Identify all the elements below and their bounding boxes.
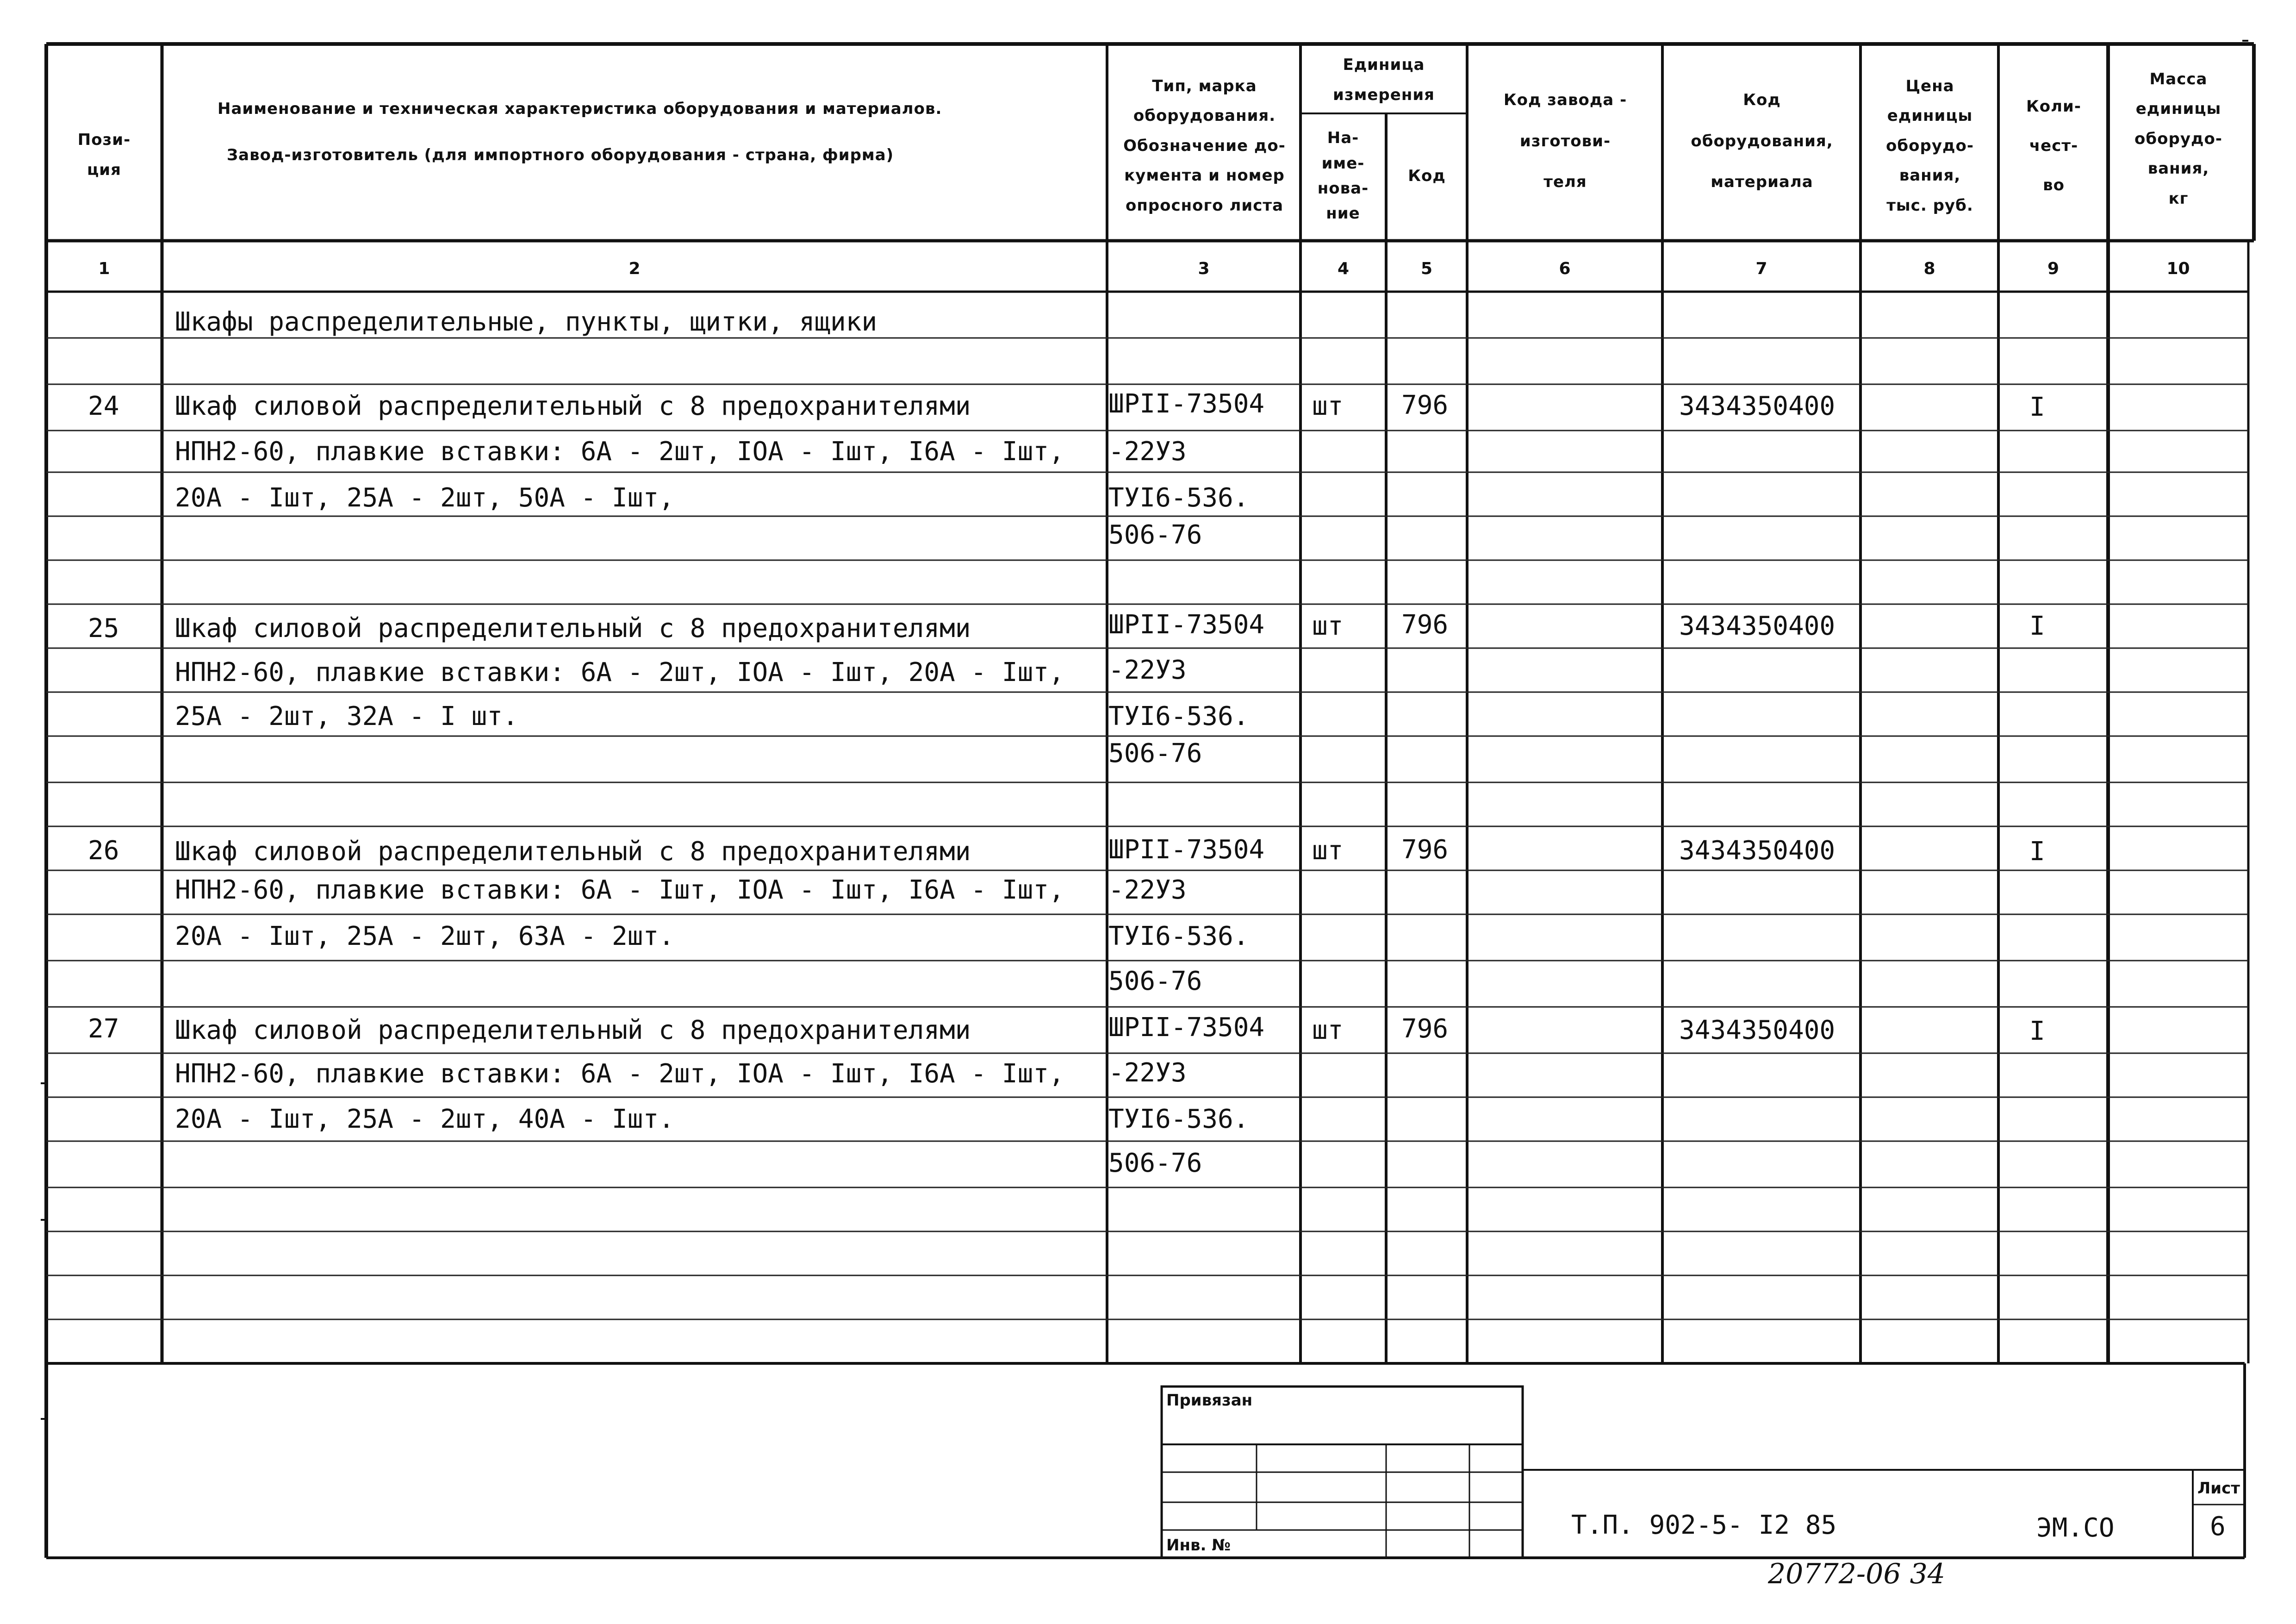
item-type-line: 506-76 bbox=[1108, 738, 1202, 768]
stamp-privyazan-label: Привязан bbox=[1166, 1391, 1253, 1410]
item-description-line: Шкаф силовой распределительный с 8 предохранителями bbox=[175, 613, 971, 643]
item-unit-code: 796 bbox=[1401, 610, 1449, 640]
item-type-line: 506-76 bbox=[1108, 520, 1202, 550]
item-unit-code: 796 bbox=[1401, 835, 1449, 865]
header-position: Пози- ция bbox=[77, 131, 131, 179]
item-description-line: Шкаф силовой распределительный с 8 предохранителями bbox=[175, 837, 971, 867]
item-unit-code: 796 bbox=[1401, 390, 1449, 420]
item-position: 24 bbox=[88, 391, 119, 421]
header-quantity: Коли- чест- во bbox=[2026, 97, 2081, 194]
item-equipment-code: 3434350400 bbox=[1679, 836, 1836, 866]
section-title: Шкафы распределительные, пункты, щитки, ящики bbox=[175, 307, 877, 337]
item-quantity: I bbox=[2029, 1016, 2045, 1046]
item-unit: шт bbox=[1312, 391, 1344, 421]
item-quantity: I bbox=[2029, 837, 2045, 867]
item-type-line: ШРII-73504 bbox=[1108, 389, 1265, 419]
header-equipment-code: Код оборудования, материала bbox=[1691, 91, 1833, 192]
item-type-line: ТУI6-536. bbox=[1108, 921, 1249, 951]
sheet-label: Лист bbox=[2197, 1479, 2240, 1498]
item-type-line: -22УЗ bbox=[1108, 875, 1187, 905]
item-position: 27 bbox=[88, 1014, 119, 1044]
item-type-line: -22УЗ bbox=[1108, 655, 1187, 685]
header-unit-mass: Масса единицы оборудо- вания, кг bbox=[2134, 69, 2222, 208]
item-quantity: I bbox=[2029, 392, 2045, 422]
header-name-line2: Завод-изготовитель (для импортного оборудования - страна, фирма) bbox=[227, 145, 894, 164]
item-type-line: ТУI6-536. bbox=[1108, 1104, 1249, 1134]
item-type-line: ШРII-73504 bbox=[1108, 610, 1265, 640]
header-maker-code: Код завода - изготови- теля bbox=[1503, 91, 1627, 192]
item-type-line: ТУI6-536. bbox=[1108, 701, 1249, 731]
item-description-line: 20А - Iшт, 25А - 2шт, 50А - Iшт, bbox=[175, 483, 674, 513]
header-type-mark: Тип, марка оборудования. Обозначение до- кумента и номер опросного листа bbox=[1123, 76, 1286, 215]
sheet-number: 6 bbox=[2210, 1512, 2226, 1542]
column-number: 1 bbox=[98, 259, 110, 278]
column-number: 9 bbox=[2047, 259, 2060, 278]
item-description-line: 25А - 2шт, 32А - I шт. bbox=[175, 701, 518, 731]
header-unit-group: Единица измерения bbox=[1333, 55, 1435, 104]
item-description-line: 20А - Iшт, 25А - 2шт, 63А - 2шт. bbox=[175, 921, 674, 951]
item-description-line: НПН2-60, плавкие вставки: 6А - 2шт, IОА - Iшт, I6А - Iшт, bbox=[175, 437, 1064, 467]
item-type-line: -22УЗ bbox=[1108, 437, 1187, 467]
header-unit-name: На- име- нова- ние bbox=[1317, 129, 1369, 223]
column-number: 10 bbox=[2166, 259, 2190, 278]
column-number: 5 bbox=[1420, 259, 1433, 278]
sheet-mark: ЭМ.СО bbox=[2036, 1513, 2115, 1543]
column-number: 6 bbox=[1559, 259, 1571, 278]
item-type-line: ШРII-73504 bbox=[1108, 835, 1265, 865]
item-description-line: Шкаф силовой распределительный с 8 предохранителями bbox=[175, 391, 971, 421]
item-equipment-code: 3434350400 bbox=[1679, 1015, 1836, 1045]
header-unit-code: Код bbox=[1408, 166, 1446, 185]
item-unit: шт bbox=[1312, 1015, 1344, 1045]
handwritten-archive-number: 20772-06 34 bbox=[1768, 1558, 1945, 1590]
item-description-line: НПН2-60, плавкие вставки: 6А - Iшт, IОА - Iшт, I6А - Iшт, bbox=[175, 875, 1064, 905]
item-type-line: -22УЗ bbox=[1108, 1058, 1187, 1088]
column-number: 4 bbox=[1337, 259, 1350, 278]
item-type-line: 506-76 bbox=[1108, 966, 1202, 996]
column-number: 8 bbox=[1923, 259, 1935, 278]
item-equipment-code: 3434350400 bbox=[1679, 391, 1836, 421]
project-code: Т.П. 902-5- I2 85 bbox=[1571, 1510, 1837, 1540]
item-position: 26 bbox=[88, 836, 119, 866]
item-position: 25 bbox=[88, 613, 119, 643]
item-type-line: ШРII-73504 bbox=[1108, 1012, 1265, 1043]
item-unit: шт bbox=[1312, 611, 1344, 641]
header-unit-price: Цена единицы оборудо- вания, тыс. руб. bbox=[1886, 76, 1974, 215]
column-number: 3 bbox=[1198, 259, 1210, 278]
item-description-line: Шкаф силовой распределительный с 8 предохранителями bbox=[175, 1015, 971, 1045]
column-number: 7 bbox=[1755, 259, 1767, 278]
stamp-inventory-label: Инв. № bbox=[1166, 1536, 1231, 1555]
header-name-line1: Наименование и техническая характеристика оборудования и материалов. bbox=[218, 99, 942, 118]
item-type-line: 506-76 bbox=[1108, 1148, 1202, 1178]
item-type-line: ТУI6-536. bbox=[1108, 483, 1249, 513]
item-description-line: НПН2-60, плавкие вставки: 6А - 2шт, IОА - Iшт, 20А - Iшт, bbox=[175, 657, 1064, 687]
item-unit: шт bbox=[1312, 836, 1344, 866]
item-unit-code: 796 bbox=[1401, 1014, 1449, 1044]
column-number: 2 bbox=[628, 259, 641, 278]
item-description-line: НПН2-60, плавкие вставки: 6А - 2шт, IОА - Iшт, I6А - Iшт, bbox=[175, 1059, 1064, 1089]
item-quantity: I bbox=[2029, 611, 2045, 641]
item-description-line: 20А - Iшт, 25А - 2шт, 40А - Iшт. bbox=[175, 1104, 674, 1134]
item-equipment-code: 3434350400 bbox=[1679, 611, 1836, 641]
